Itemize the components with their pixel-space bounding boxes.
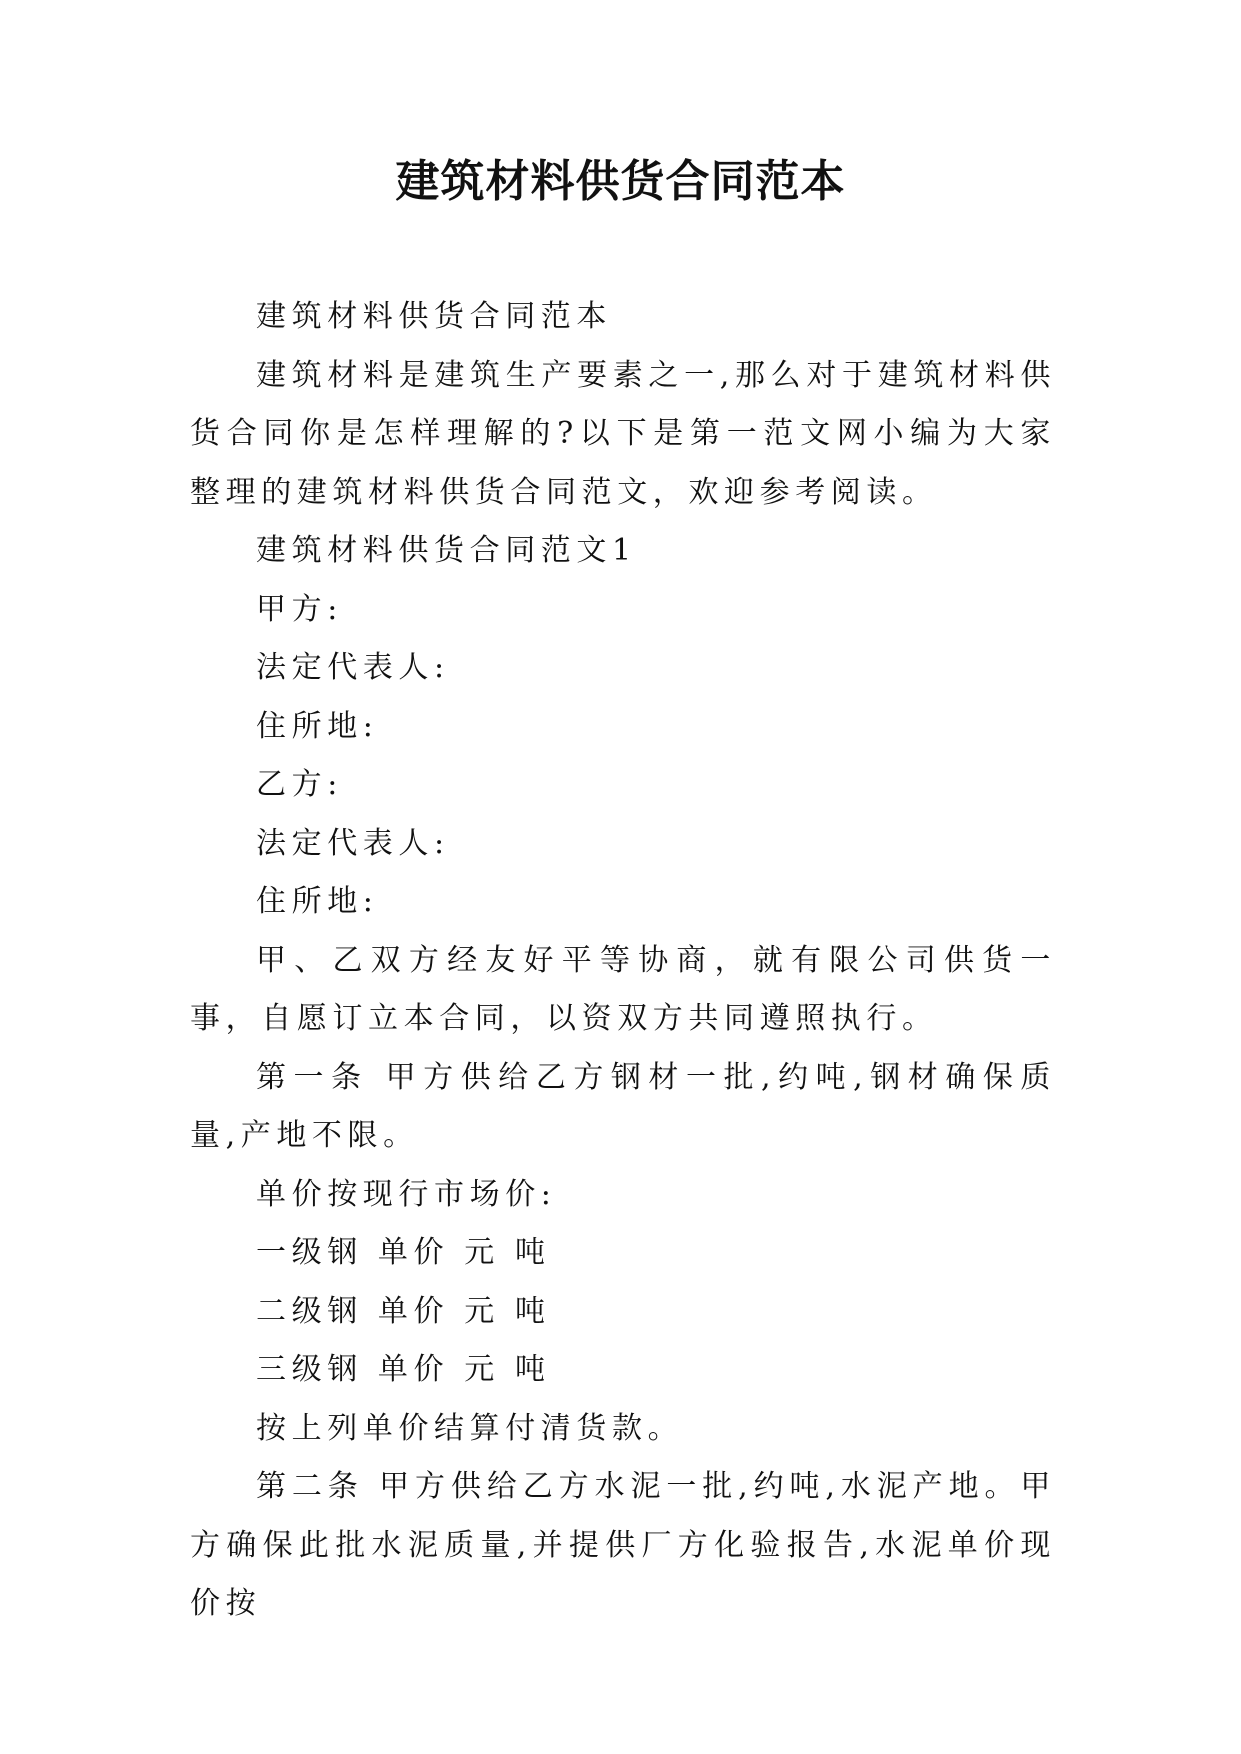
document-body bbox=[190, 288, 1056, 1634]
paragraph-settlement: 按上列单价结算付清货款。 bbox=[256, 1410, 684, 1446]
paragraph-sample-heading: 建筑材料供货合同范文1 bbox=[256, 533, 637, 568]
clause-article-2: 第二条 甲方供给乙方水泥一批,约吨,水泥产地。甲方确保此批水泥质量,并提供厂方化验报告,水泥单价现价按 bbox=[190, 1469, 1056, 1621]
party-a-label: 甲方: bbox=[256, 591, 343, 627]
party-b-label: 乙方: bbox=[256, 767, 343, 802]
price-line-grade-1: 一级钢 单价 元 吨 bbox=[256, 1235, 551, 1270]
paragraph-intro: 建筑材料是建筑生产要素之一,那么对于建筑材料供货合同你是怎样理解的?以下是第一范文网小编为大家整理的建筑材料供货合同范文，欢迎参考阅读。 bbox=[190, 357, 1056, 510]
document-title: 建筑材料供货合同范本 bbox=[395, 156, 846, 207]
price-line-grade-3: 三级钢 单价 元 吨 bbox=[256, 1352, 551, 1387]
clause-article-1: 第一条 甲方供给乙方钢材一批,约吨,钢材确保质量,产地不限。 bbox=[190, 1059, 1056, 1153]
paragraph-subtitle: 建筑材料供货合同范本 bbox=[256, 299, 612, 334]
party-b-representative-label: 法定代表人: bbox=[256, 825, 450, 861]
party-a-representative-label: 法定代表人: bbox=[256, 650, 450, 685]
paragraph-unit-price-note: 单价按现行市场价: bbox=[256, 1176, 557, 1212]
price-line-grade-2: 二级钢 单价 元 吨 bbox=[256, 1293, 551, 1329]
paragraph-agreement-preamble: 甲、乙双方经友好平等协商，就有限公司供货一事，自愿订立本合同，以资双方共同遵照执行。 bbox=[190, 942, 1056, 1036]
party-b-address-label: 住所地: bbox=[256, 884, 379, 919]
party-a-address-label: 住所地: bbox=[256, 708, 379, 744]
